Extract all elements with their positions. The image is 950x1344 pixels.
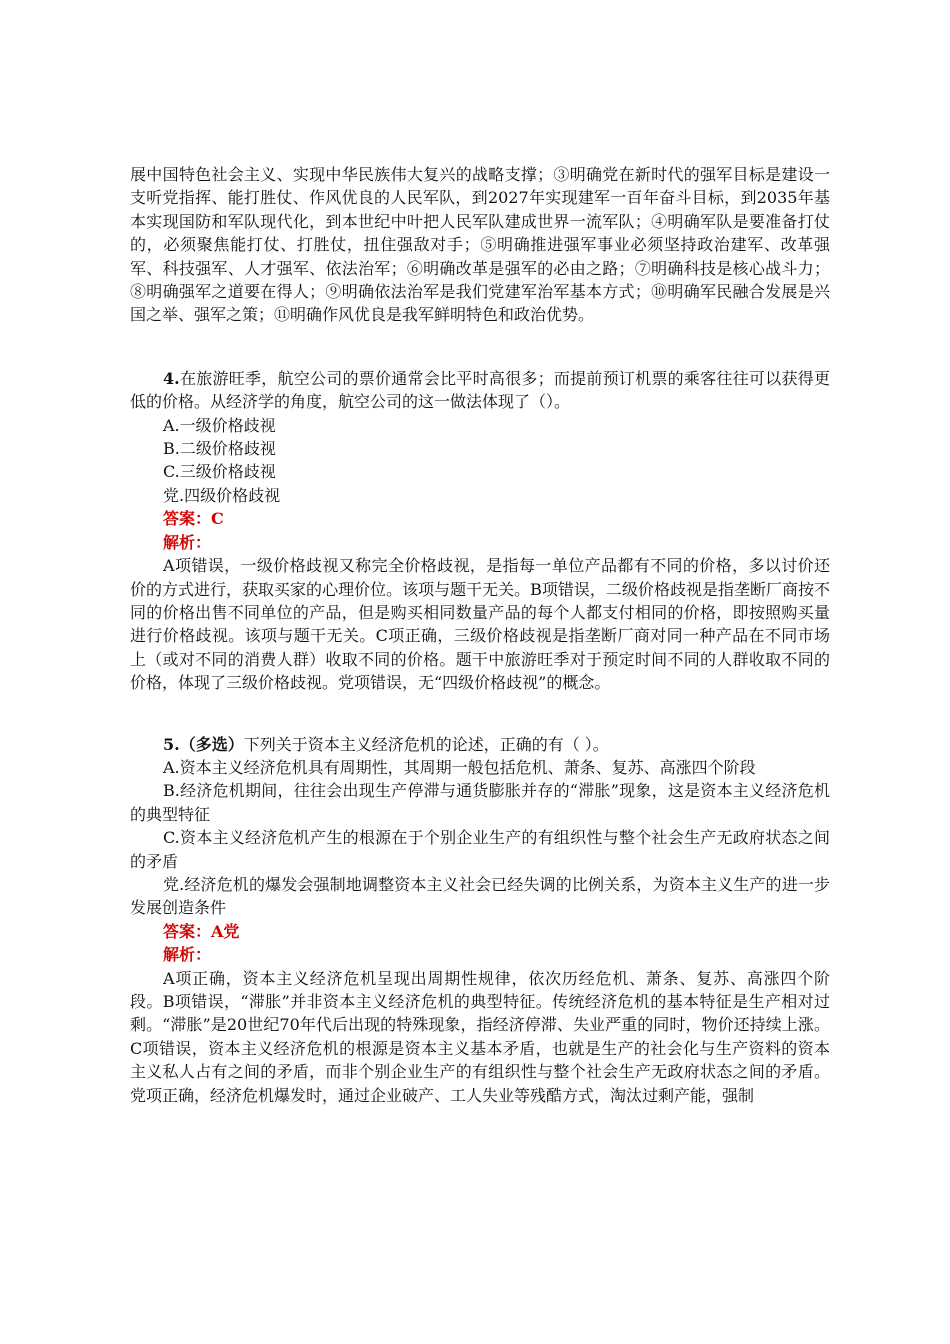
question-4-option-a: A.一级价格歧视 (163, 415, 276, 435)
question-4-answer: 答案：C (163, 509, 224, 529)
question-5-stem (130, 733, 830, 756)
question-4-option-d: 党.四级价格歧视 (163, 485, 281, 505)
question-4-analysis-label: 解析： (163, 532, 212, 552)
question-5 (130, 733, 830, 1108)
question-5-option-d: 党.经济危机的爆发会强制地调整资本主义社会已经失调的比例关系，为资本主义生产的进一步发展创造条件 (130, 874, 830, 918)
question-4-text: 在旅游旺季，航空公司的票价通常会比平时高很多；而提前预订机票的乘客往往可以获得更低的价格。从经济学的角度，航空公司的这一做法体现了（）。 (130, 368, 830, 412)
question-5-answer: 答案：A党 (163, 921, 240, 941)
question-5-number: 5.（多选） (163, 734, 244, 754)
question-5-option-c: C.资本主义经济危机产生的根源在于个别企业生产的有组织性与整个社会生产无政府状态之间的矛盾 (130, 828, 830, 871)
question-4 (130, 367, 830, 695)
question-5-option-a: A.资本主义经济危机具有周期性，其周期一般包括危机、萧条、复苏、高涨四个阶段 (163, 757, 756, 777)
question-5-analysis-label: 解析： (163, 945, 212, 965)
question-4-analysis: A项错误，一级价格歧视又称完全价格歧视，是指每一单位产品都有不同的价格，多以讨价还价的方式进行，获取买家的心理价位。该项与题干无关。B项错误，二级价格歧视是指垄断厂商按不同的价格出售不同单位的产品，但是购买相同数量产品的每个人都支付相同的价格，即按照购买量进行价格歧视。该项与题干无关。C项正确，三级价格歧视是指垄断厂商对同一种产品在不同市场上（或对不同的消费人群）收取不同的价格。题干中旅游旺季对于预定时间不同的人群收取不同的价格，体现了三级价格歧视。党项错误，无“四级价格歧视”的概念。 (130, 556, 830, 693)
spacer (130, 327, 830, 367)
question-4-number: 4. (163, 368, 180, 388)
question-5-text: 下列关于资本主义经济危机的论述，正确的有（ ）。 (243, 734, 609, 754)
question-5-option-b: B.经济危机期间，往往会出现生产停滞与通货膨胀并存的“滞胀”现象，这是资本主义经济危机的典型特征 (130, 781, 830, 824)
question-4-option-b: B.二级价格歧视 (163, 439, 276, 459)
question-4-stem (130, 367, 830, 414)
spacer (130, 695, 830, 733)
document-page (130, 163, 830, 1107)
question-5-analysis: A项正确，资本主义经济危机呈现出周期性规律，依次历经危机、萧条、复苏、高涨四个阶段。B项错误，“滞胀”并非资本主义经济危机的典型特征。传统经济危机的基本特征是生产相对过剩。“滞胀”是20世纪70年代后出现的特殊现象，指经济停滞、失业严重的同时，物价还持续上涨。C项错误，资本主义经济危机的根源是资本主义基本矛盾，也就是生产的社会化与生产资料的资本主义私人占有之间的矛盾，而非个别企业生产的有组织性与整个社会生产无政府状态之间的矛盾。党项正确，经济危机爆发时，通过企业破产、工人失业等残酷方式，淘汰过剩产能，强制 (130, 968, 830, 1105)
intro-paragraph: 展中国特色社会主义、实现中华民族伟大复兴的战略支撑；③明确党在新时代的强军目标是建设一支听党指挥、能打胜仗、作风优良的人民军队，到2027年实现建军一百年奋斗目标，到2035年基本实现国防和军队现代化，到本世纪中叶把人民军队建成世界一流军队；④明确军队是要准备打仗的，必须聚焦能打仗、打胜仗，扭住强敌对手；⑤明确推进强军事业必须坚持政治建军、改革强军、科技强军、人才强军、依法治军；⑥明确改革是强军的必由之路；⑦明确科技是核心战斗力；⑧明确强军之道要在得人；⑨明确依法治军是我们党建军治军基本方式；⑩明确军民融合发展是兴国之举、强军之策；⑪明确作风优良是我军鲜明特色和政治优势。 (130, 165, 830, 325)
question-4-option-c: C.三级价格歧视 (163, 462, 276, 482)
